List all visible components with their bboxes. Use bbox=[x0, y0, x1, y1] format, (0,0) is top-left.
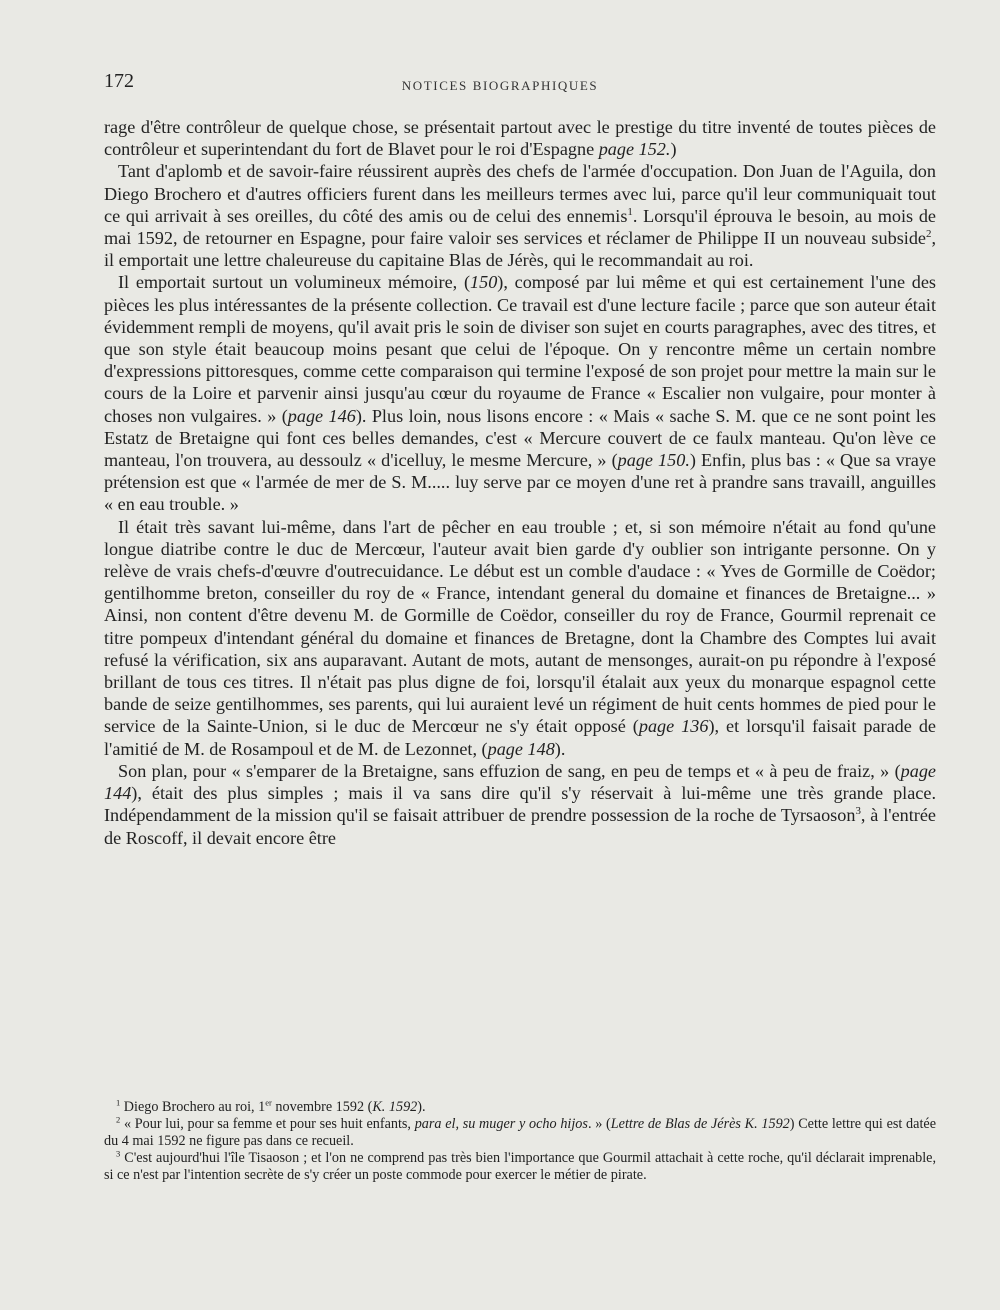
text-run: rage d'être contrôleur de quelque chose, se présentait partout avec le prestige du titre inventé de toutes pièces de contrôleur et superintendant du fort de Blavet pour le roi d'Espagne bbox=[104, 117, 936, 160]
paragraph-5 bbox=[104, 760, 936, 849]
text-run: ). bbox=[554, 738, 566, 759]
page-reference: page 152. bbox=[598, 139, 671, 160]
paragraph-1 bbox=[104, 116, 936, 160]
text-run: ) Enfin, plus bas : « Que sa vraye prétension est que « l'armée de mer de S. M..... luy serve par ce moyen d'une ret à prandre sans travaill, anguilles « en eau trouble. » bbox=[104, 450, 937, 515]
text-run: ), composé par lui même et qui est certainement l'une des pièces les plus intéressantes de la présente collection. Ce travail est d'une lecture facile ; parce que son auteur était évidemment rempli de moyens, qu'il avait pris le soin de diviser son sujet en courts paragraphes, avec des titres, et que son style était beaucoup moins pesant que celui de l'époque. On y rencontre même un certain nombre d'expressions pittoresques, comme cette comparaison qui termine l'exposé de son projet pour mettre la main sur le cours de la Loire et parvenir ainsi jusqu'au cœur du royaume de France « Escalier non vulgaire, pour monter à choses non vulgaires. » ( bbox=[104, 272, 936, 426]
archive-reference: Lettre de Blas de Jérès K. 1592 bbox=[610, 1116, 790, 1132]
page-reference: page 148 bbox=[487, 738, 555, 759]
text-run: « Pour lui, pour sa femme et pour ses huit enfants, bbox=[120, 1116, 415, 1132]
footnote-number: 3 bbox=[116, 1148, 121, 1159]
body-text bbox=[104, 116, 936, 849]
page-reference: page 150. bbox=[617, 450, 690, 471]
text-run: novembre 1592 ( bbox=[271, 1099, 373, 1115]
page-number: 172 bbox=[104, 70, 134, 92]
footnote-number: 2 bbox=[116, 1114, 121, 1125]
text-run: ), était des plus simples ; mais il va sans dire qu'il s'y réservait à lui-même une très grande place. Indépendamment de la mission qu'il se faisait attribuer de prendre possession de la roche de Tyrsaoson bbox=[104, 783, 936, 826]
spanish-quote: para el, su muger y ocho hijos bbox=[414, 1116, 588, 1132]
paragraph-2 bbox=[104, 160, 936, 271]
footnotes bbox=[104, 1099, 936, 1184]
footnote-3 bbox=[104, 1150, 936, 1184]
text-run: Il emportait surtout un volumineux mémoire, ( bbox=[118, 272, 471, 293]
footnote-number: 1 bbox=[116, 1097, 121, 1108]
text-run: Son plan, pour « s'emparer de la Bretaigne, sans effuzion de sang, en peu de temps et « à peu de fraiz, » ( bbox=[118, 760, 901, 781]
text-run: Tant d'aplomb et de savoir-faire réussirent auprès des chefs de l'armée d'occupation. Don Juan de l'Aguila, don Diego Brochero et d'autres officiers furent dans les meilleurs termes avec lui, parce qu'il leur communiquait tout ce qui arrivait à ses oreilles, du côté des amis ou de celui des ennemis bbox=[104, 161, 936, 226]
running-title: NOTICES BIOGRAPHIQUES bbox=[401, 78, 599, 93]
text-run: ). Plus loin, nous lisons encore : « Mais « sache S. M. que ce ne sont point les Estatz de Bretaigne qui font ces belles demandes, c'est « Mercure couvert de ce faulx manteau. Qu'on lève ce manteau, l'on trouvera, au dessoulz « d'icelluy, le mesme Mercure, » ( bbox=[104, 405, 937, 471]
text-run: . Lorsqu'il éprouva le besoin, au mois de mai 1592, de retourner en Espagne, pour faire valoir ses services et réclamer de Philippe II un nouveau subside bbox=[104, 205, 936, 249]
text-run: C'est aujourd'hui l'île Tisaoson ; et l'on ne comprend pas très bien l'importance que Gourmil attachait à cette roche, qu'il déclarait imprenable, si ce n'est par l'intention secrète de s'y créer un poste commode pour exercer le métier de pirate. bbox=[104, 1150, 936, 1183]
text-run: . » ( bbox=[587, 1116, 611, 1132]
footnote-marker: 2 bbox=[926, 227, 932, 240]
page-reference: page 146 bbox=[287, 405, 356, 426]
paragraph-3 bbox=[104, 271, 936, 515]
text-run: Diego Brochero au roi, 1 bbox=[120, 1099, 266, 1115]
paragraph-4 bbox=[104, 516, 936, 760]
text-run: , à l'entrée de Roscoff, il devait encore être bbox=[104, 805, 936, 848]
archive-reference: K. 1592 bbox=[372, 1099, 418, 1115]
footnote-2 bbox=[104, 1116, 936, 1150]
text-run: ), et lorsqu'il faisait parade de l'amitié de M. de Rosampoul et de M. de Lezonnet, ( bbox=[104, 716, 936, 759]
superscript: er bbox=[265, 1097, 272, 1108]
footnote-1 bbox=[104, 1099, 936, 1116]
text-run: ) Cette lettre qui est datée du 4 mai 1592 ne figure pas dans ce recueil. bbox=[104, 1116, 936, 1149]
text-run: , il emportait une lettre chaleureuse du capitaine Blas de Jérès, qui le recommandait au roi. bbox=[104, 228, 936, 271]
text-run: ) bbox=[670, 139, 677, 160]
footnote-marker: 3 bbox=[855, 805, 861, 818]
text-run: ). bbox=[417, 1099, 426, 1115]
page-reference: page 144 bbox=[104, 760, 936, 804]
page-reference: page 136 bbox=[638, 716, 709, 737]
text-run: Il était très savant lui-même, dans l'art de pêcher en eau trouble ; et, si son mémoire n'était au fond qu'une longue diatribe contre le duc de Mercœur, l'auteur avait bien garde d'y oublier son intrigante personne. On y relève de vrais chefs-d'œuvre d'outrecuidance. Le début est un comble d'audace : « Yves de Gormille de Coëdor; gentilhomme breton, conseiller du roy de « France, intendant general du domaine et finances de Bretaigne... » Ainsi, non content d'être devenu M. de Gormille de Coëdor, conseiller du roy de France, Gourmil reprenait ce titre pompeux d'intendant général du domaine et finances de Bretagne, dont la Chambre des Comptes lui avait refusé la vérification, six ans auparavant. Autant de mots, autant de mensonges, aurait-on pu répondre à l'exposé brillant de tous ces titres. Il n'était pas plus digne de foi, lorsqu'il étalait aux yeux du monarque espagnol cette bande de seize gentilhommes, ses parents, qui lui auraient levé un régiment de huit cents hommes de pied pour le service de la Sainte-Union, si le duc de Mercœur ne s'y était opposé ( bbox=[104, 516, 936, 737]
footnote-marker: 1 bbox=[627, 205, 633, 218]
page-reference: 150 bbox=[470, 272, 498, 293]
